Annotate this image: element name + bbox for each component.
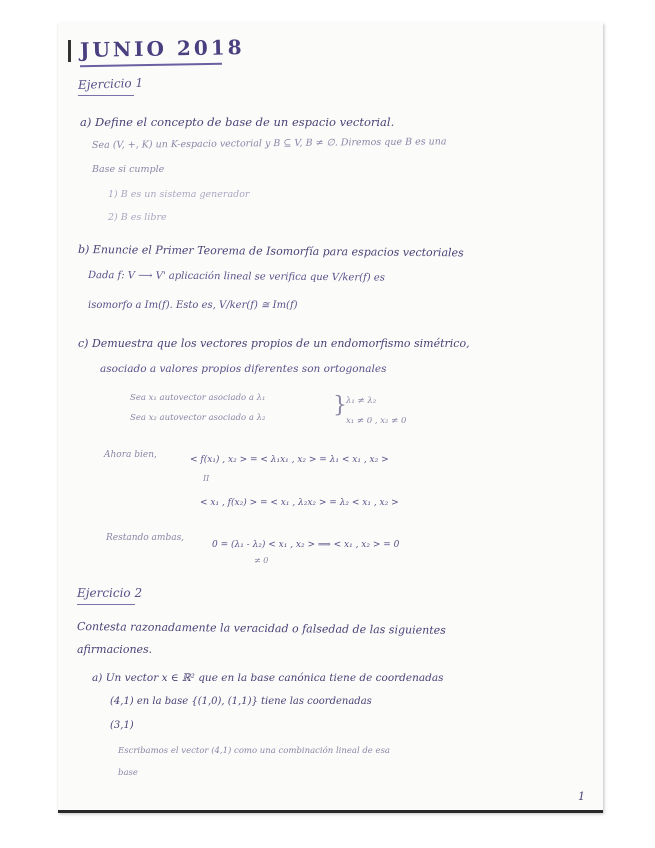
ej1-c-nonzero: ≠ 0 [254,556,269,565]
ej1-c-ahora: Ahora bien, [104,450,157,460]
ej2-a-line4: Escribamos el vector (4,1) como una combinación lineal de esa [118,746,391,756]
ej1-c-cond1: λ₁ ≠ λ₂ [346,396,377,406]
ej1-b-line3: isomorfo a Im(f). Esto es, V/ker(f) ≅ Im(f) [88,300,298,311]
ej1-c-cond2: x₁ ≠ 0 , x₂ ≠ 0 [346,416,407,426]
ej1-c-restando: Restando ambas, [106,533,185,543]
ej1-a-cond1: 1) B es un sistema generador [108,189,250,200]
ej2-a-line2: (4,1) en la base {(1,0), (1,1)} tiene las coordenadas [110,696,372,707]
ej1-a-line2: Sea (V, +, K) un K-espacio vectorial y B ⊆ V, B ≠ ∅. Diremos que B es una [91,136,447,151]
ej1-b-line2: Dada f: V ⟶ V' aplicación lineal se verifica que V/ker(f) es [87,270,385,284]
ejercicio1-underline [78,95,134,96]
ej1-c-eq3: 0 = (λ₁ - λ₂) < x₁ , x₂ > ⟹ < x₁ , x₂ > = 0 [212,540,400,550]
ej2-intro-line2: afirmaciones. [77,643,153,656]
page-bottom-edge [58,810,603,813]
ej1-a-cond2: 2) B es libre [108,212,167,223]
ej1-c-brace: } [333,393,347,418]
ej1-c-line1: c) Demuestra que los vectores propios de un endomorfismo simétrico, [78,337,470,350]
ej1-a-line1: a) Define el concepto de base de un espacio vectorial. [80,115,395,129]
ej1-c-line2: asociado a valores propios diferentes son ortogonales [100,363,387,375]
page-number: 1 [578,790,585,803]
ej1-c-eq1: < f(x₁) , x₂ > = < λ₁x₁ , x₂ > = λ₁ < x₁ , x₂ > [190,455,389,465]
margin-bar [68,40,71,62]
ejercicio1-heading: Ejercicio 1 [77,75,144,92]
ejercicio2-heading: Ejercicio 2 [77,586,143,600]
ej1-c-eq-sign: II [203,474,210,483]
ej1-c-sea1: Sea x₁ autovector asociado a λ₁ [130,393,266,403]
ej1-c-sea2: Sea x₂ autovector asociado a λ₂ [130,413,266,423]
ej2-intro-line1: Contesta razonadamente la veracidad o falsedad de las siguientes [76,620,446,637]
ejercicio2-underline [77,604,135,605]
ej2-a-line1: a) Un vector x ∈ ℝ² que en la base canónica tiene de coordenadas [92,672,444,684]
ej2-a-line3: (3,1) [110,720,134,731]
ej2-a-line5: base [118,768,138,778]
ej1-c-eq2: < x₁ , f(x₂) > = < x₁ , λ₂x₂ > = λ₂ < x₁ , x₂ > [200,498,399,508]
ej1-b-line1: b) Enuncie el Primer Teorema de Isomorfía para espacios vectoriales [77,243,464,260]
page-title: JUNIO 2018 [79,35,245,62]
ej1-a-line3: Base si cumple [92,164,165,175]
